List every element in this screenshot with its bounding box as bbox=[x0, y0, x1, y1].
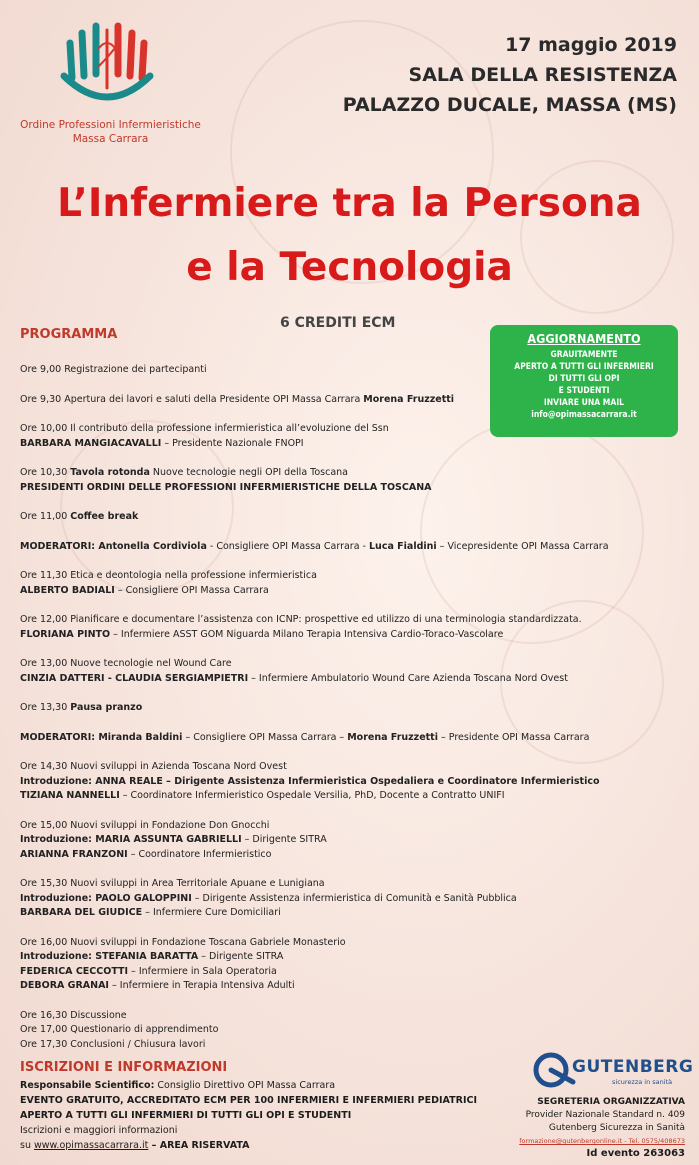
program-text: Ore 10,00 Il contributo della professione infermieristica all’evoluzione del Ssn bbox=[20, 423, 389, 434]
program-item bbox=[20, 569, 690, 598]
program-line bbox=[20, 466, 690, 481]
segreteria-label: SEGRETERIA ORGANIZZATIVA bbox=[537, 1097, 685, 1107]
contact-link[interactable]: formazione@gutenbergonline.it - Tel. 0575/408673 bbox=[519, 1137, 685, 1145]
program-heading: PROGRAMMA bbox=[20, 327, 118, 342]
program-text: MODERATORI: Miranda Baldini bbox=[20, 731, 183, 743]
iscrizioni-line4: Iscrizioni e maggiori informazioni bbox=[20, 1125, 178, 1136]
org-line1: Ordine Professioni Infermieristiche bbox=[20, 119, 201, 131]
program-text: – Dirigente SITRA bbox=[198, 951, 284, 962]
program-item bbox=[20, 363, 690, 378]
program-text: TIZIANA NANNELLI bbox=[20, 790, 120, 801]
event-id: Id evento 263063 bbox=[586, 1148, 685, 1159]
program-text: Ore 9,30 Apertura dei lavori e saluti della Presidente OPI Massa Carrara bbox=[20, 393, 364, 405]
program-line bbox=[20, 833, 690, 848]
program-text: – Presidente Nazionale FNOPI bbox=[161, 437, 304, 449]
program-item bbox=[20, 1009, 690, 1053]
program-text: – Presidente OPI Massa Carrara bbox=[437, 731, 590, 743]
program-line bbox=[20, 877, 690, 892]
program-item bbox=[20, 466, 690, 495]
program-item bbox=[20, 731, 690, 746]
program-text: – Coordinatore Infermieristico bbox=[127, 848, 272, 860]
program-text: Introduzione: MARIA ASSUNTA GABRIELLI bbox=[20, 834, 242, 845]
program-line bbox=[20, 906, 690, 921]
event-date: 17 maggio 2019 bbox=[505, 34, 677, 56]
program-text: ARIANNA FRANZONI bbox=[20, 848, 128, 860]
program-text: Ore 13,00 Nuove tecnologie nel Wound Care bbox=[20, 658, 232, 669]
segreteria-info bbox=[519, 1096, 685, 1148]
program-text: – Infermiere in Sala Operatoria bbox=[128, 965, 277, 977]
iscrizioni-heading: ISCRIZIONI E INFORMAZIONI bbox=[20, 1060, 228, 1075]
program-text: Ore 16,00 Nuovi sviluppi in Fondazione Toscana Gabriele Monasterio bbox=[20, 936, 346, 948]
title-line2: e la Tecnologia bbox=[186, 245, 513, 290]
program-text: Introduzione: ANNA REALE – Dirigente Assistenza Infermieristica Ospedaliera e Coordinatore Infermieristico bbox=[20, 775, 600, 787]
event-venue: SALA DELLA RESISTENZA bbox=[408, 64, 677, 86]
program-line bbox=[20, 1009, 690, 1024]
org-name bbox=[18, 118, 203, 146]
program-line bbox=[20, 613, 690, 628]
program-text: Nuove tecnologie negli OPI della Toscana bbox=[149, 467, 349, 478]
program-text: – Infermiere Cure Domiciliari bbox=[142, 907, 281, 918]
program-text: BARBARA MANGIACAVALLI bbox=[20, 437, 162, 449]
program-item bbox=[20, 760, 690, 804]
program-text: ALBERTO BADIALI bbox=[20, 584, 115, 596]
program-line bbox=[20, 584, 690, 599]
program-line bbox=[20, 393, 690, 408]
program-text: Morena Fruzzetti bbox=[347, 731, 438, 743]
program-line bbox=[20, 892, 690, 907]
program-text: Coffee break bbox=[70, 511, 139, 522]
hands-caduceus-logo-icon bbox=[52, 18, 162, 113]
program-text: – Infermiere ASST GOM Niguarda Milano Terapia Intensiva Cardio-Toraco-Vascolare bbox=[110, 628, 504, 640]
program-text: – Vicepresidente OPI Massa Carrara bbox=[436, 540, 609, 552]
program-text: BARBARA DEL GIUDICE bbox=[20, 907, 143, 918]
program-line bbox=[20, 481, 690, 496]
program-text: Morena Fruzzetti bbox=[363, 393, 455, 405]
program-line bbox=[20, 1038, 690, 1053]
iscrizioni-line3: APERTO A TUTTI GLI INFERMIERI DI TUTTI GLI OPI E STUDENTI bbox=[20, 1110, 352, 1121]
program-text: Ore 12,00 Pianificare e documentare l’assistenza con ICNP: prospettive ed utilizzo di una terminologia standardizzata. bbox=[20, 614, 582, 625]
url-prefix: su bbox=[20, 1140, 34, 1151]
aggiornamento-line: info@opimassacarrara.it bbox=[531, 410, 637, 420]
program-text: – Consigliere OPI Massa Carrara – bbox=[182, 731, 348, 743]
company-text: Gutenberg Sicurezza in Sanità bbox=[548, 1123, 685, 1133]
program-text: DEBORA GRANAI bbox=[20, 980, 109, 991]
program-line bbox=[20, 760, 690, 775]
resp-value: Consiglio Direttivo OPI Massa Carrara bbox=[154, 1080, 336, 1091]
program-item bbox=[20, 510, 690, 525]
program-text: Ore 10,30 bbox=[20, 467, 71, 478]
program-line bbox=[20, 965, 690, 980]
program-line bbox=[20, 437, 690, 452]
program-item bbox=[20, 819, 690, 863]
program-text: Tavola rotonda bbox=[70, 467, 150, 478]
ecm-credits: 6 CREDITI ECM bbox=[280, 315, 396, 331]
program-line bbox=[20, 657, 690, 672]
iscrizioni-line2: EVENTO GRATUITO, ACCREDITATO ECM PER 100 INFERMIERI E INFERMIERI PEDIATRICI bbox=[20, 1095, 477, 1106]
aggiornamento-line: DI TUTTI GLI OPI bbox=[548, 374, 620, 384]
program-item bbox=[20, 936, 690, 994]
website-link[interactable]: www.opimassacarrara.it bbox=[34, 1140, 149, 1151]
program-text: Ore 17,30 Conclusioni / Chiusura lavori bbox=[20, 1038, 206, 1050]
program-text: Ore 9,00 Registrazione dei partecipanti bbox=[20, 364, 207, 375]
title-line1: L’Infermiere tra la Persona bbox=[57, 181, 642, 226]
url-suffix: – AREA RISERVATA bbox=[148, 1140, 250, 1151]
page-title bbox=[0, 172, 699, 300]
program-line bbox=[20, 569, 690, 584]
program-item bbox=[20, 540, 690, 555]
program-line bbox=[20, 789, 690, 804]
program-text: MODERATORI: Antonella Cordiviola bbox=[20, 540, 207, 552]
aggiornamento-title: AGGIORNAMENTO bbox=[527, 331, 641, 346]
program-text: – Consigliere OPI Massa Carrara bbox=[114, 584, 269, 596]
program-line bbox=[20, 950, 690, 965]
program-item bbox=[20, 422, 690, 451]
program-list bbox=[20, 363, 690, 1067]
program-item bbox=[20, 701, 690, 716]
program-line bbox=[20, 731, 690, 746]
resp-label: Responsabile Scientifico: bbox=[20, 1080, 155, 1091]
aggiornamento-line: GRAUITAMENTE bbox=[550, 350, 618, 360]
program-text: – Coordinatore Infermieristico Ospedale Versilia, PhD, Docente a Contratto UNIFI bbox=[119, 790, 505, 801]
program-text: Ore 14,30 Nuovi sviluppi in Azienda Toscana Nord Ovest bbox=[20, 761, 287, 772]
iscrizioni-info bbox=[20, 1078, 477, 1153]
program-line bbox=[20, 701, 690, 716]
aggiornamento-line: E STUDENTI bbox=[558, 386, 610, 396]
program-line bbox=[20, 1023, 690, 1038]
gutenberg-tagline: sicurezza in sanità bbox=[612, 1078, 673, 1086]
program-text: – Dirigente Assistenza infermieristica di Comunità e Sanità Pubblica bbox=[191, 892, 517, 904]
program-text: PRESIDENTI ORDINI DELLE PROFESSIONI INFERMIERISTICHE DELLA TOSCANA bbox=[20, 481, 432, 493]
program-item bbox=[20, 613, 690, 642]
program-text: FEDERICA CECCOTTI bbox=[20, 965, 129, 977]
program-line bbox=[20, 422, 690, 437]
program-line bbox=[20, 775, 690, 790]
program-text: – Infermiere Ambulatorio Wound Care Azienda Toscana Nord Ovest bbox=[248, 672, 568, 684]
program-item bbox=[20, 877, 690, 921]
program-line bbox=[20, 510, 690, 525]
program-line bbox=[20, 936, 690, 951]
program-text: Ore 13,30 bbox=[20, 702, 71, 713]
aggiornamento-line: APERTO A TUTTI GLI INFERMIERI bbox=[514, 362, 654, 372]
program-text: Ore 16,30 Discussione bbox=[20, 1009, 127, 1021]
program-text: – Infermiere in Terapia Intensiva Adulti bbox=[108, 980, 295, 991]
program-text: Pausa pranzo bbox=[70, 702, 143, 713]
event-header bbox=[343, 30, 677, 120]
gutenberg-name: GUTENBERG bbox=[572, 1057, 694, 1077]
program-line bbox=[20, 979, 690, 994]
program-text: Luca Fialdini bbox=[369, 540, 437, 552]
program-item bbox=[20, 657, 690, 686]
program-line bbox=[20, 363, 690, 378]
program-text: Introduzione: PAOLO GALOPPINI bbox=[20, 892, 192, 904]
program-line bbox=[20, 672, 690, 687]
program-line bbox=[20, 819, 690, 834]
program-text: CINZIA DATTERI - CLAUDIA SERGIAMPIETRI bbox=[20, 672, 249, 684]
program-text: Ore 11,00 bbox=[20, 511, 71, 522]
program-text: Introduzione: STEFANIA BARATTA bbox=[20, 951, 199, 962]
program-text: – Dirigente SITRA bbox=[241, 834, 327, 845]
program-line bbox=[20, 540, 690, 555]
provider-text: Provider Nazionale Standard n. 409 bbox=[525, 1110, 685, 1120]
program-text: Ore 17,00 Questionario di apprendimento bbox=[20, 1024, 219, 1035]
program-item bbox=[20, 393, 690, 408]
program-text: Ore 15,00 Nuovi sviluppi in Fondazione Don Gnocchi bbox=[20, 819, 270, 831]
program-line bbox=[20, 848, 690, 863]
aggiornamento-line: INVIARE UNA MAIL bbox=[543, 398, 625, 408]
program-text: - Consigliere OPI Massa Carrara - bbox=[206, 540, 369, 552]
org-line2: Massa Carrara bbox=[72, 133, 149, 145]
program-text: FLORIANA PINTO bbox=[20, 628, 111, 640]
event-place: PALAZZO DUCALE, MASSA (MS) bbox=[342, 94, 677, 116]
program-text: Ore 11,30 Etica e deontologia nella professione infermieristica bbox=[20, 570, 317, 581]
program-line bbox=[20, 628, 690, 643]
program-text: Ore 15,30 Nuovi sviluppi in Area Territoriale Apuane e Lunigiana bbox=[20, 878, 325, 889]
